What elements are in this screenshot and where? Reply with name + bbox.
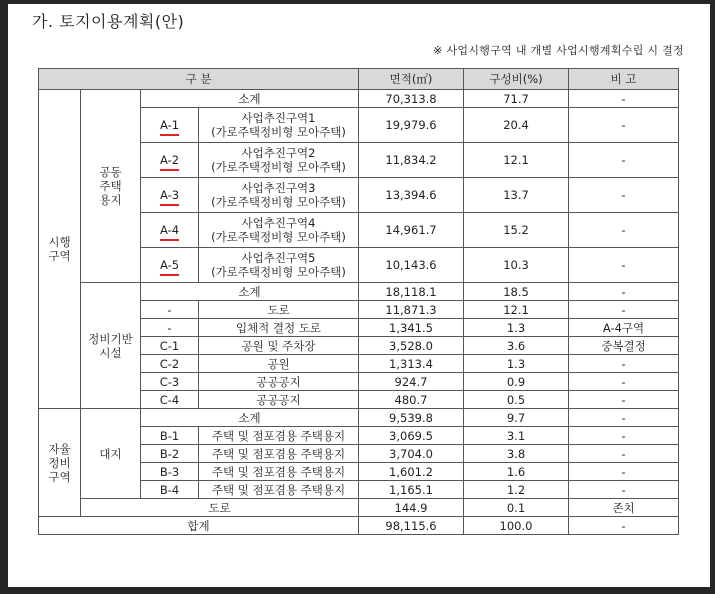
area-cell: 144.9 [359, 499, 464, 517]
ratio-cell: 1.3 [464, 319, 569, 337]
name-cell: 공공공지 [199, 391, 359, 409]
name-cell: 주택 및 점포겸용 주택용지 [199, 445, 359, 463]
remark-cell: - [569, 463, 679, 481]
header-area: 면적(㎡) [359, 69, 464, 90]
name-cell: 주택 및 점포겸용 주택용지 [199, 427, 359, 445]
ratio-cell: 12.1 [464, 301, 569, 319]
remark-cell: 중복결정 [569, 337, 679, 355]
area-cell: 9,539.8 [359, 409, 464, 427]
code-cell: - [141, 319, 199, 337]
zone-code: A-3 [159, 188, 180, 202]
code-cell: C-1 [141, 337, 199, 355]
remark-cell: - [569, 427, 679, 445]
area-cell: 924.7 [359, 373, 464, 391]
group-voluntary-zone: 자율 정비 구역 [39, 409, 81, 517]
ratio-cell: 3.1 [464, 427, 569, 445]
ratio-cell: 71.7 [464, 90, 569, 108]
area-cell: 10,143.6 [359, 248, 464, 283]
code-cell: C-2 [141, 355, 199, 373]
ratio-cell: 18.5 [464, 283, 569, 301]
area-cell: 3,704.0 [359, 445, 464, 463]
group-site: 대지 [81, 409, 141, 499]
area-cell: 11,834.2 [359, 143, 464, 178]
name-cell: 입체적 결정 도로 [199, 319, 359, 337]
name-cell: 공원 및 주차장 [199, 337, 359, 355]
name-cell: 도로 [199, 301, 359, 319]
subtotal-label: 소계 [141, 409, 359, 427]
area-cell: 11,871.3 [359, 301, 464, 319]
name-cell: 공원 [199, 355, 359, 373]
remark-cell: - [569, 178, 679, 213]
remark-cell: A-4구역 [569, 319, 679, 337]
area-cell: 1,341.5 [359, 319, 464, 337]
area-cell: 1,165.1 [359, 481, 464, 499]
area-cell: 19,979.6 [359, 108, 464, 143]
area-cell: 18,118.1 [359, 283, 464, 301]
remark-cell: 존치 [569, 499, 679, 517]
table-total-row [39, 517, 679, 535]
remark-cell: - [569, 391, 679, 409]
table-row [39, 90, 679, 108]
ratio-cell: 12.1 [464, 143, 569, 178]
ratio-cell: 0.9 [464, 373, 569, 391]
subtotal-label: 소계 [141, 283, 359, 301]
name-cell: 주택 및 점포겸용 주택용지 [199, 481, 359, 499]
document-page [8, 4, 710, 587]
land-use-table [38, 68, 679, 535]
area-cell: 480.7 [359, 391, 464, 409]
remark-cell: - [569, 481, 679, 499]
name-cell: 사업추진구역3 (가로주택정비형 모아주택) [199, 178, 359, 213]
remark-cell: - [569, 248, 679, 283]
ratio-cell: 20.4 [464, 108, 569, 143]
ratio-cell: 1.3 [464, 355, 569, 373]
remark-cell: - [569, 373, 679, 391]
remark-cell: - [569, 409, 679, 427]
remark-cell: - [569, 301, 679, 319]
ratio-cell: 9.7 [464, 409, 569, 427]
table-header-row [39, 69, 679, 90]
code-cell: C-3 [141, 373, 199, 391]
name-cell: 사업추진구역1 (가로주택정비형 모아주택) [199, 108, 359, 143]
remark-cell: - [569, 90, 679, 108]
code-cell [141, 108, 199, 143]
zone-code: A-1 [159, 118, 180, 132]
ratio-cell: 10.3 [464, 248, 569, 283]
road-label: 도로 [81, 499, 359, 517]
code-cell: C-4 [141, 391, 199, 409]
ratio-cell: 15.2 [464, 213, 569, 248]
code-cell [141, 178, 199, 213]
area-cell: 1,601.2 [359, 463, 464, 481]
header-ratio: 구성비(%) [464, 69, 569, 90]
remark-cell: - [569, 517, 679, 535]
name-cell: 주택 및 점포겸용 주택용지 [199, 463, 359, 481]
ratio-cell: 1.2 [464, 481, 569, 499]
code-cell: - [141, 301, 199, 319]
table-row [39, 283, 679, 301]
remark-cell: - [569, 213, 679, 248]
zone-code: A-4 [159, 223, 180, 237]
code-cell [141, 248, 199, 283]
code-cell: B-1 [141, 427, 199, 445]
ratio-cell: 1.6 [464, 463, 569, 481]
area-cell: 70,313.8 [359, 90, 464, 108]
subtotal-label: 소계 [141, 90, 359, 108]
section-title: 가. 토지이용계획(안) [32, 12, 185, 31]
table-row [39, 409, 679, 427]
area-cell: 3,069.5 [359, 427, 464, 445]
group-execution-zone: 시행 구역 [39, 90, 81, 409]
area-cell: 13,394.6 [359, 178, 464, 213]
group-infrastructure: 정비기반 시설 [81, 283, 141, 409]
remark-cell: - [569, 445, 679, 463]
ratio-cell: 0.1 [464, 499, 569, 517]
remark-cell: - [569, 355, 679, 373]
name-cell: 사업추진구역4 (가로주택정비형 모아주택) [199, 213, 359, 248]
group-housing-land: 공동 주택 용지 [81, 90, 141, 283]
remark-cell: - [569, 108, 679, 143]
code-cell: B-4 [141, 481, 199, 499]
code-cell: B-2 [141, 445, 199, 463]
name-cell: 사업추진구역2 (가로주택정비형 모아주택) [199, 143, 359, 178]
ratio-cell: 13.7 [464, 178, 569, 213]
ratio-cell: 3.6 [464, 337, 569, 355]
area-cell: 3,528.0 [359, 337, 464, 355]
ratio-cell: 3.8 [464, 445, 569, 463]
header-remark: 비 고 [569, 69, 679, 90]
area-cell: 14,961.7 [359, 213, 464, 248]
name-cell: 공공공지 [199, 373, 359, 391]
total-label: 합계 [39, 517, 359, 535]
header-category: 구 분 [39, 69, 359, 90]
table-row [39, 499, 679, 517]
name-cell: 사업추진구역5 (가로주택정비형 모아주택) [199, 248, 359, 283]
remark-cell: - [569, 143, 679, 178]
remark-cell: - [569, 283, 679, 301]
ratio-cell: 0.5 [464, 391, 569, 409]
table-note: ※ 사업시행구역 내 개별 사업시행계획수립 시 결정 [433, 44, 684, 57]
zone-code: A-5 [159, 258, 180, 272]
code-cell [141, 213, 199, 248]
code-cell: B-3 [141, 463, 199, 481]
zone-code: A-2 [159, 153, 180, 167]
code-cell [141, 143, 199, 178]
ratio-cell: 100.0 [464, 517, 569, 535]
area-cell: 98,115.6 [359, 517, 464, 535]
area-cell: 1,313.4 [359, 355, 464, 373]
